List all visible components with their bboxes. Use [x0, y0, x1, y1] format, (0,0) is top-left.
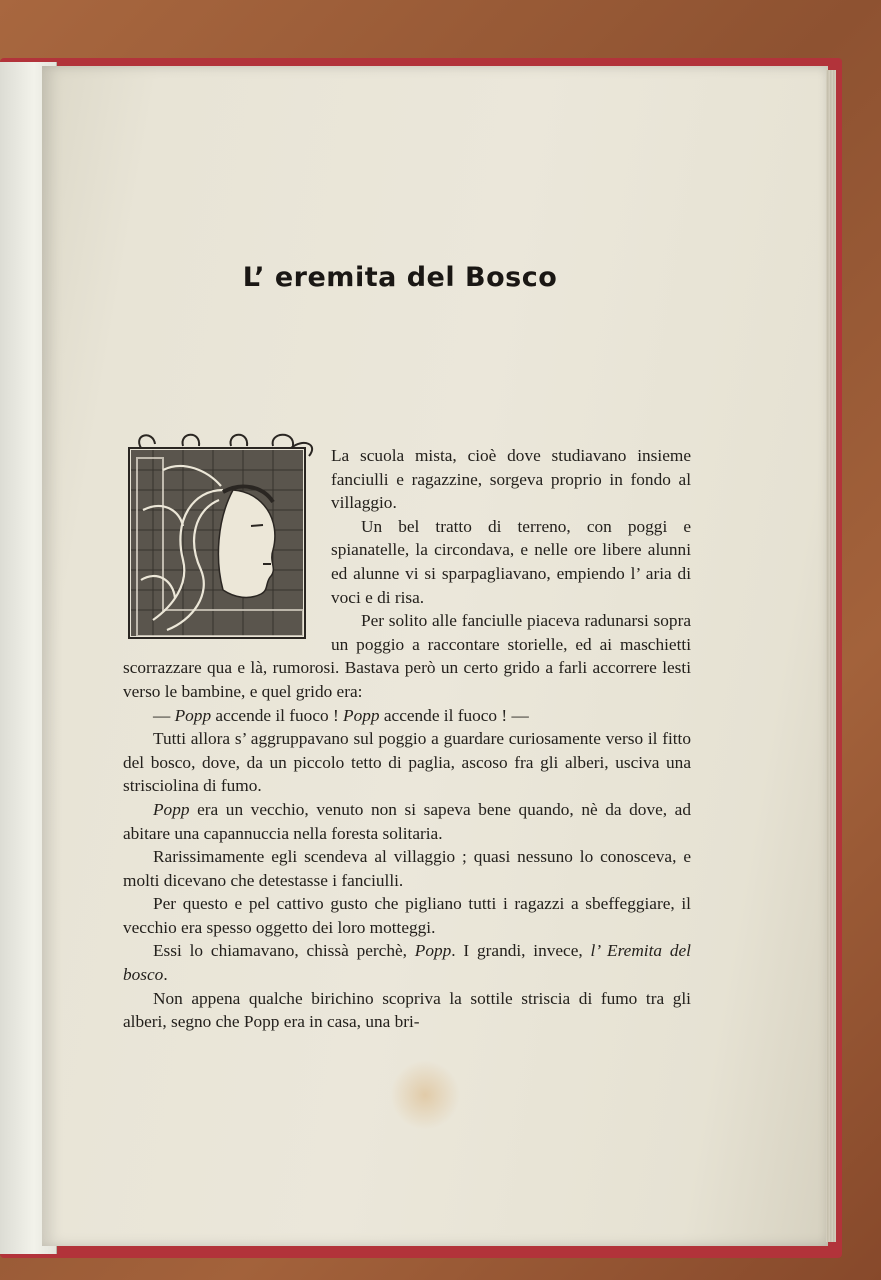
paragraph	[123, 845, 691, 892]
paragraph	[123, 987, 691, 1034]
paragraph-text: Non appena qualche birichino scopriva la sottile striscia di fumo tra gli alberi, segno che Popp era in casa, una bri-	[123, 988, 691, 1032]
italic-text: Popp	[174, 705, 212, 725]
paragraph-text: era un vecchio, venuto non si sapeva bene quando, nè da dove, ad abitare una capannuccia nella foresta solitaria.	[123, 799, 691, 843]
paragraph	[123, 727, 691, 798]
ornamental-drop-cap-illustration	[123, 430, 315, 642]
paragraph	[123, 704, 691, 728]
paragraph-text: Essi lo chiamavano, chissà perchè,	[153, 941, 415, 961]
paragraph-text: accende il fuoco ! —	[379, 705, 529, 725]
chapter-title: L’ eremita del Bosco	[242, 262, 558, 293]
paragraph-text: Rarissimamente egli scendeva al villaggio ; quasi nessuno lo conosceva, e molti dicevano che detestasse i fanciulli.	[123, 847, 691, 890]
paragraph-text: La scuola mista, cioè dove studiavano insieme fanciulli e ragazzine, sorgeva proprio in fondo al villaggio.	[331, 446, 691, 513]
paragraph-text: —	[153, 705, 175, 725]
foxing-stain	[390, 1060, 460, 1130]
body-text	[123, 444, 691, 1034]
paragraph-text: Tutti allora s’ aggruppavano sul poggio a guardare curiosamente verso il fitto del bosco, dove, da un piccolo tetto di paglia, ascoso fra gli alberi, usciva una strisciolina di fumo.	[123, 729, 691, 796]
italic-text: Popp	[153, 799, 190, 819]
paragraph-text: Per questo e pel cattivo gusto che pigliano tutti i ragazzi a sbeffeggiare, il vecchio era spesso oggetto dei loro motteggi.	[123, 894, 691, 937]
italic-text: Popp	[414, 941, 452, 961]
paragraph-text: accende il fuoco !	[211, 705, 344, 725]
paragraph-text: .	[163, 965, 168, 985]
italic-text: l’ Eremita del bosco	[123, 941, 691, 985]
paragraph	[123, 798, 691, 845]
paragraph-text: . I grandi, invece,	[451, 941, 591, 961]
paragraph	[123, 892, 691, 939]
paragraph-text: Per solito alle fanciulle piaceva radunarsi sopra un poggio a raccontare storielle, ed ai maschietti scorrazzare qua e là, rumorosi. Bastava però un certo grido a farli accorrere lesti verso le bambine, e quel grido era:	[123, 611, 691, 701]
paragraph-text: Un bel tratto di terreno, con poggi e spianatelle, la circondava, e nelle ore libere alunni ed alunne vi si sparpagliavano, empiendo l’ aria di voci e di risa.	[331, 516, 691, 607]
italic-text: Popp	[343, 705, 380, 725]
page-stack-edge	[826, 70, 836, 1242]
paragraph	[123, 939, 691, 986]
